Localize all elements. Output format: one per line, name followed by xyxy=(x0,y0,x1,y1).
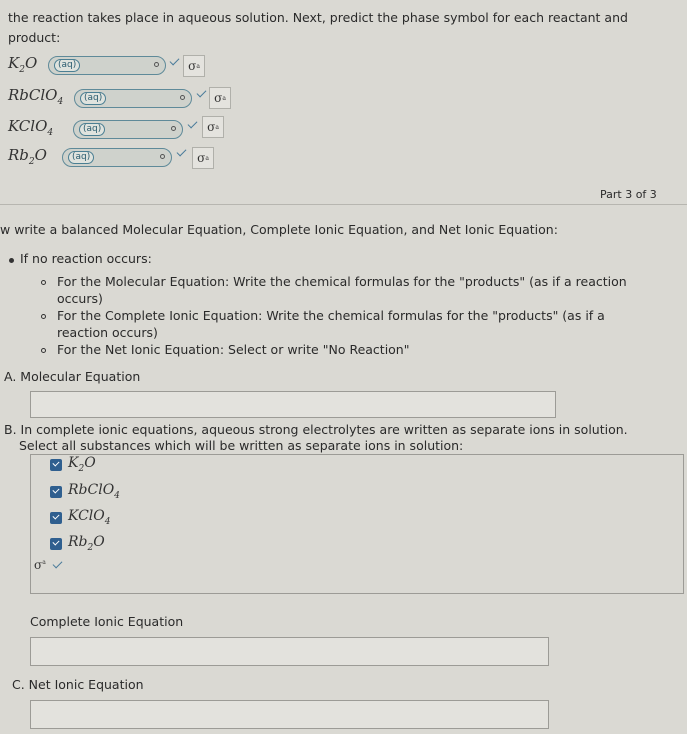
phase-value: (aq) xyxy=(80,92,106,105)
formula-rb2o: $Rb_2O$ xyxy=(8,146,47,167)
radio-dot-icon xyxy=(160,154,165,159)
charge-tool-button[interactable]: σ a xyxy=(183,55,205,77)
checkmark-icon xyxy=(177,147,187,157)
complete-ionic-label: Complete Ionic Equation xyxy=(30,614,184,629)
molecular-equation-label: A. Molecular Equation xyxy=(4,369,141,384)
phase-value: (aq) xyxy=(79,123,105,136)
intro-text-line1: the reaction takes place in aqueous solution. Next, predict the phase symbol for each reactant and xyxy=(8,10,628,25)
sub-bullet-net-line1: For the Net Ionic Equation: Select or write "No Reaction" xyxy=(57,342,410,357)
sub-bullet-complete-line2: reaction occurs) xyxy=(57,325,158,340)
phase-value: (aq) xyxy=(54,59,80,72)
radio-dot-icon xyxy=(154,62,159,67)
sub-bullet-icon xyxy=(41,348,46,353)
charge-tool-button[interactable]: σ a xyxy=(202,116,224,138)
bullet-icon xyxy=(9,258,14,263)
charge-tool-button[interactable]: σ a xyxy=(209,87,231,109)
sub-bullet-icon xyxy=(41,314,46,319)
checkmark-icon xyxy=(188,119,198,129)
charge-tool-button[interactable]: σ a xyxy=(192,147,214,169)
instruction-text: w write a balanced Molecular Equation, Complete Ionic Equation, and Net Ionic Equation: xyxy=(0,222,558,237)
radio-dot-icon xyxy=(171,126,176,131)
checkmark-icon xyxy=(170,56,180,66)
checkbox-checked-icon[interactable] xyxy=(50,486,62,498)
phase-select-k2o[interactable] xyxy=(48,56,166,75)
part-indicator: Part 3 of 3 xyxy=(600,188,657,201)
checkmark-icon xyxy=(197,88,207,98)
complete-ionic-input[interactable] xyxy=(30,637,549,666)
formula-kclo4: KClO$_4$ xyxy=(8,117,54,138)
molecular-equation-input[interactable] xyxy=(30,391,556,418)
select-label-k2o: $K_2O$ xyxy=(68,455,96,474)
section-b-text-line2: Select all substances which will be written as separate ions in solution: xyxy=(19,438,464,453)
phase-select-rb2o[interactable] xyxy=(62,148,172,167)
sub-bullet-complete-line1: For the Complete Ionic Equation: Write the chemical formulas for the "products" (as if a xyxy=(57,308,605,323)
sub-bullet-icon xyxy=(41,280,46,285)
checkbox-checked-icon[interactable] xyxy=(50,538,62,550)
radio-dot-icon xyxy=(180,95,185,100)
phase-value: (aq) xyxy=(68,151,94,164)
sub-bullet-molecular-line2: occurs) xyxy=(57,291,103,306)
formula-rbclo4: RbClO$_4$ xyxy=(8,86,64,107)
phase-select-kclo4[interactable] xyxy=(73,120,183,139)
select-label-rbclo4: RbClO$_4$ xyxy=(68,482,120,501)
sub-bullet-molecular-line1: For the Molecular Equation: Write the chemical formulas for the "products" (as if a reaction xyxy=(57,274,627,289)
ions-selection-panel xyxy=(30,454,684,594)
checkbox-checked-icon[interactable] xyxy=(50,459,62,471)
if-no-reaction-text: If no reaction occurs: xyxy=(20,251,152,266)
net-ionic-label: C. Net Ionic Equation xyxy=(12,677,144,692)
select-label-kclo4: KClO$_4$ xyxy=(68,508,111,527)
intro-text-line2: product: xyxy=(8,30,61,45)
checkbox-checked-icon[interactable] xyxy=(50,512,62,524)
select-label-rb2o: $Rb_2O$ xyxy=(68,534,105,553)
section-divider xyxy=(0,204,687,205)
formula-k2o: $K_2O$ xyxy=(8,54,38,75)
phase-select-rbclo4[interactable] xyxy=(74,89,192,108)
charge-tool-button[interactable]: $\sigma^a$ xyxy=(34,558,46,572)
section-b-text-line1: B. In complete ionic equations, aqueous strong electrolytes are written as separate ions in solution. xyxy=(4,422,628,437)
net-ionic-input[interactable] xyxy=(30,700,549,729)
